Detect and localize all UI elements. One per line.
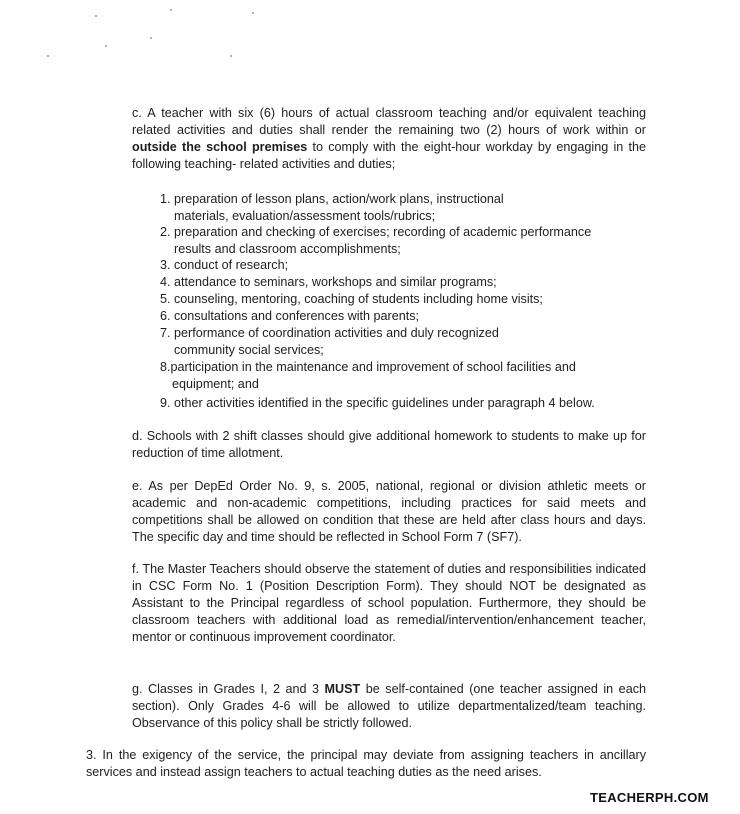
list-item [160, 291, 648, 308]
scan-speck [150, 37, 152, 39]
list-item [160, 308, 648, 325]
scan-speck [47, 55, 49, 57]
list-item-text: 1. preparation of lesson plans, action/work plans, instructional [160, 192, 504, 206]
list-item-text: 6. consultations and conferences with parents; [160, 309, 420, 323]
paragraph-g-text-end: be self-contained (one teacher assigned in each section). Only Grades 4-6 will be allowed to utilize departmentalized/team teaching. Observance of this policy shall be strictly followed. [132, 682, 646, 730]
list-item [160, 359, 648, 393]
list-item-continuation: equipment; and [172, 377, 259, 391]
list-item [160, 191, 648, 225]
scan-speck [170, 9, 172, 11]
list-item-text: 5. counseling, mentoring, coaching of students including home visits; [160, 292, 543, 306]
footer-watermark: TEACHERPH.COM [590, 790, 709, 805]
list-item [160, 395, 648, 412]
list-item [160, 224, 648, 258]
paragraph-c-bold-text: outside the school premises [132, 140, 308, 154]
list-item [160, 274, 648, 291]
paragraph-g-bold-text: MUST [324, 682, 361, 696]
paragraph-3: 3. In the exigency of the service, the principal may deviate from assigning teachers in ancillary services and instead assign teachers to actual teaching duties as the need arises. [86, 748, 646, 779]
list-item-continuation: materials, evaluation/assessment tools/rubrics; [174, 209, 436, 223]
list-item-text: 8.participation in the maintenance and improvement of school facilities and [160, 360, 576, 374]
list-item-text: 9. other activities identified in the specific guidelines under paragraph 4 below. [160, 396, 595, 410]
list-item-continuation: results and classroom accomplishments; [174, 242, 401, 256]
paragraph-d: d. Schools with 2 shift classes should give additional homework to students to make up for reduction of time allotment. [132, 429, 646, 460]
list-item-text: 2. preparation and checking of exercises; recording of academic performance [160, 225, 592, 239]
list-item [160, 325, 648, 359]
scan-speck [105, 45, 107, 47]
paragraph-g-text-start: g. Classes in Grades I, 2 and 3 [132, 682, 325, 696]
paragraph-e: e. As per DepEd Order No. 9, s. 2005, national, regional or division athletic meets or academic and non-academic competitions, including practices for said meets and competitions shall be allowed on condition that these are held after class hours and days. The specific day and time should be reflected in School Form 7 (SF7). [132, 479, 646, 544]
paragraph-c-text-start: c. A teacher with six (6) hours of actual classroom teaching and/or equivalent teaching related activities and duties shall render the remaining two (2) hours of work within or [132, 106, 646, 137]
scan-speck [230, 55, 232, 57]
list-item-continuation: community social services; [174, 343, 324, 357]
list-item [160, 257, 648, 274]
scan-speck [95, 15, 97, 17]
paragraph-c [132, 105, 646, 173]
scan-speck [252, 12, 254, 14]
list-item-text: 7. performance of coordination activities and duly recognized [160, 326, 499, 340]
paragraph-c-text-end: to comply with the eight-hour workday by engaging in the following teaching- related activities and duties; [132, 140, 646, 171]
list-item-text: 3. conduct of research; [160, 258, 289, 272]
list-item-text: 4. attendance to seminars, workshops and similar programs; [160, 275, 497, 289]
paragraph-g [132, 681, 646, 732]
paragraph-f: f. The Master Teachers should observe the statement of duties and responsibilities indicated in CSC Form No. 1 (Position Description Form). They should NOT be designated as Assistant to the Principal regardless of school population. Furthermore, they should be classroom teachers with additional load as remedial/intervention/enhancement teacher, mentor or continuous improvement coordinator. [132, 562, 646, 644]
